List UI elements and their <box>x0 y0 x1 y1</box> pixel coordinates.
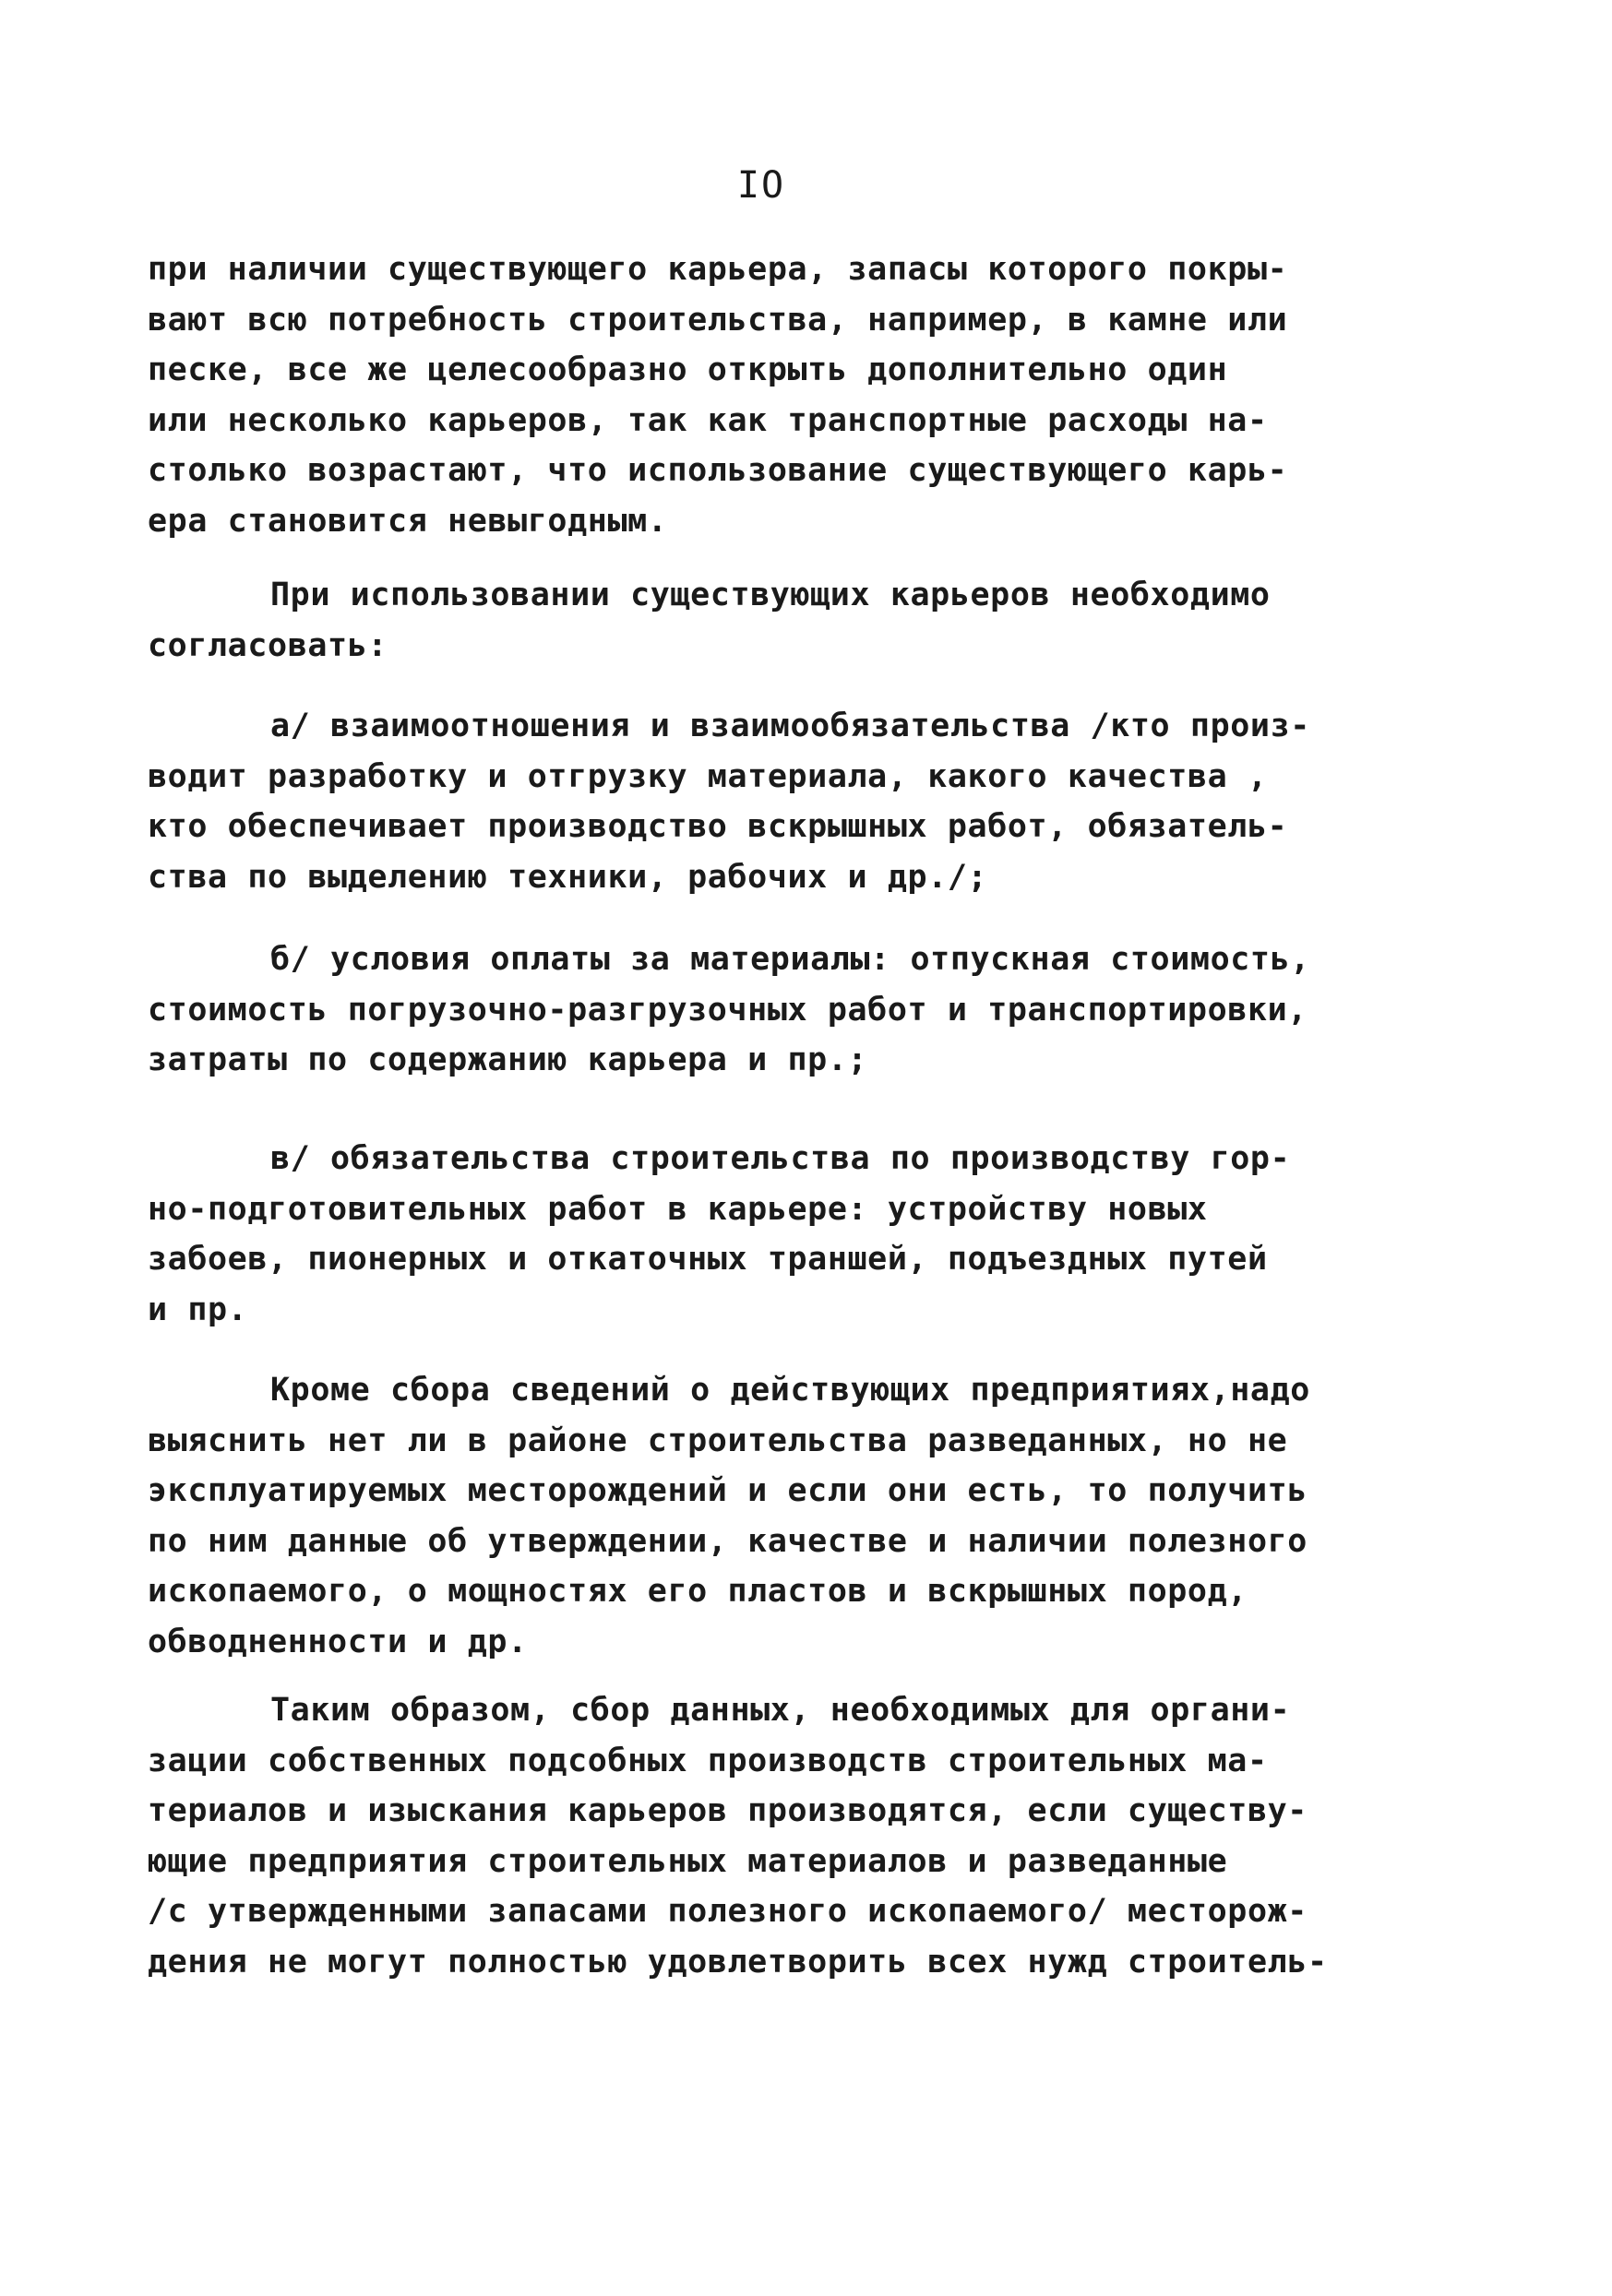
text-line: зации собственных подсобных производств строительных ма- <box>148 1742 1268 1779</box>
text-line: териалов и изыскания карьеров производятся, если существу- <box>148 1792 1308 1829</box>
list-item-b <box>148 934 1495 1086</box>
text-line: Таким образом, сбор данных, необходимых для органи- <box>270 1692 1291 1729</box>
text-line: /с утвержденными запасами полезного ископаемого/ месторож- <box>148 1893 1308 1930</box>
list-item-a <box>148 701 1495 902</box>
text-line: затраты по содержанию карьера и пр.; <box>148 1041 868 1078</box>
text-line: б/ условия оплаты за материалы: отпускная стоимость, <box>270 941 1310 978</box>
paragraph-agreement-intro <box>148 570 1495 671</box>
text-line: а/ взаимоотношения и взаимообязательства /кто произ- <box>270 708 1310 744</box>
text-line: согласовать: <box>148 626 388 664</box>
text-line: обводненности и др. <box>148 1623 528 1660</box>
paragraph-deposits <box>148 1365 1495 1667</box>
text-line: дения не могут полностью удовлетворить всех нужд строитель- <box>148 1943 1328 1981</box>
text-line: кто обеспечивает производство вскрышных работ, обязатель- <box>148 808 1288 845</box>
text-line: стоимость погрузочно-разгрузочных работ и транспортировки, <box>148 991 1308 1029</box>
paragraph-conclusion <box>148 1685 1495 1987</box>
list-item-v <box>148 1134 1495 1335</box>
text-line: по ним данные об утверждении, качестве и наличии полезного <box>148 1522 1308 1560</box>
text-line: водит разработку и отгрузку материала, какого качества , <box>148 757 1268 795</box>
text-line: вают всю потребность строительства, например, в камне или <box>148 301 1288 339</box>
text-line: или несколько карьеров, так как транспортные расходы на- <box>148 401 1268 439</box>
text-line: ера становится невыгодным. <box>148 502 668 540</box>
text-line: забоев, пионерных и откаточных траншей, подъездных путей <box>148 1241 1268 1278</box>
text-line: Кроме сбора сведений о действующих предприятиях,надо <box>270 1372 1310 1409</box>
text-line: При использовании существующих карьеров необходимо <box>270 577 1271 613</box>
page-number: IO <box>736 164 786 207</box>
text-line: ископаемого, о мощностях его пластов и вскрышных пород, <box>148 1573 1248 1610</box>
text-line: столько возрастают, что использование существующего карь- <box>148 452 1288 489</box>
text-line: ства по выделению техники, рабочих и др./; <box>148 858 988 896</box>
text-line: эксплуатируемых месторождений и если они есть, то получить <box>148 1472 1308 1509</box>
text-line: но-подготовительных работ в карьере: устройству новых <box>148 1190 1208 1228</box>
text-line: в/ обязательства строительства по производству гор- <box>270 1140 1291 1177</box>
text-line: и пр. <box>148 1291 248 1328</box>
text-line: песке, все же целесообразно открыть дополнительно один <box>148 351 1228 388</box>
text-line: при наличии существующего карьера, запасы которого покры- <box>148 251 1288 288</box>
text-line: выяснить нет ли в районе строительства разведанных, но не <box>148 1422 1288 1459</box>
text-line: ющие предприятия строительных материалов и разведанные <box>148 1842 1228 1880</box>
paragraph-continuation <box>148 244 1495 546</box>
